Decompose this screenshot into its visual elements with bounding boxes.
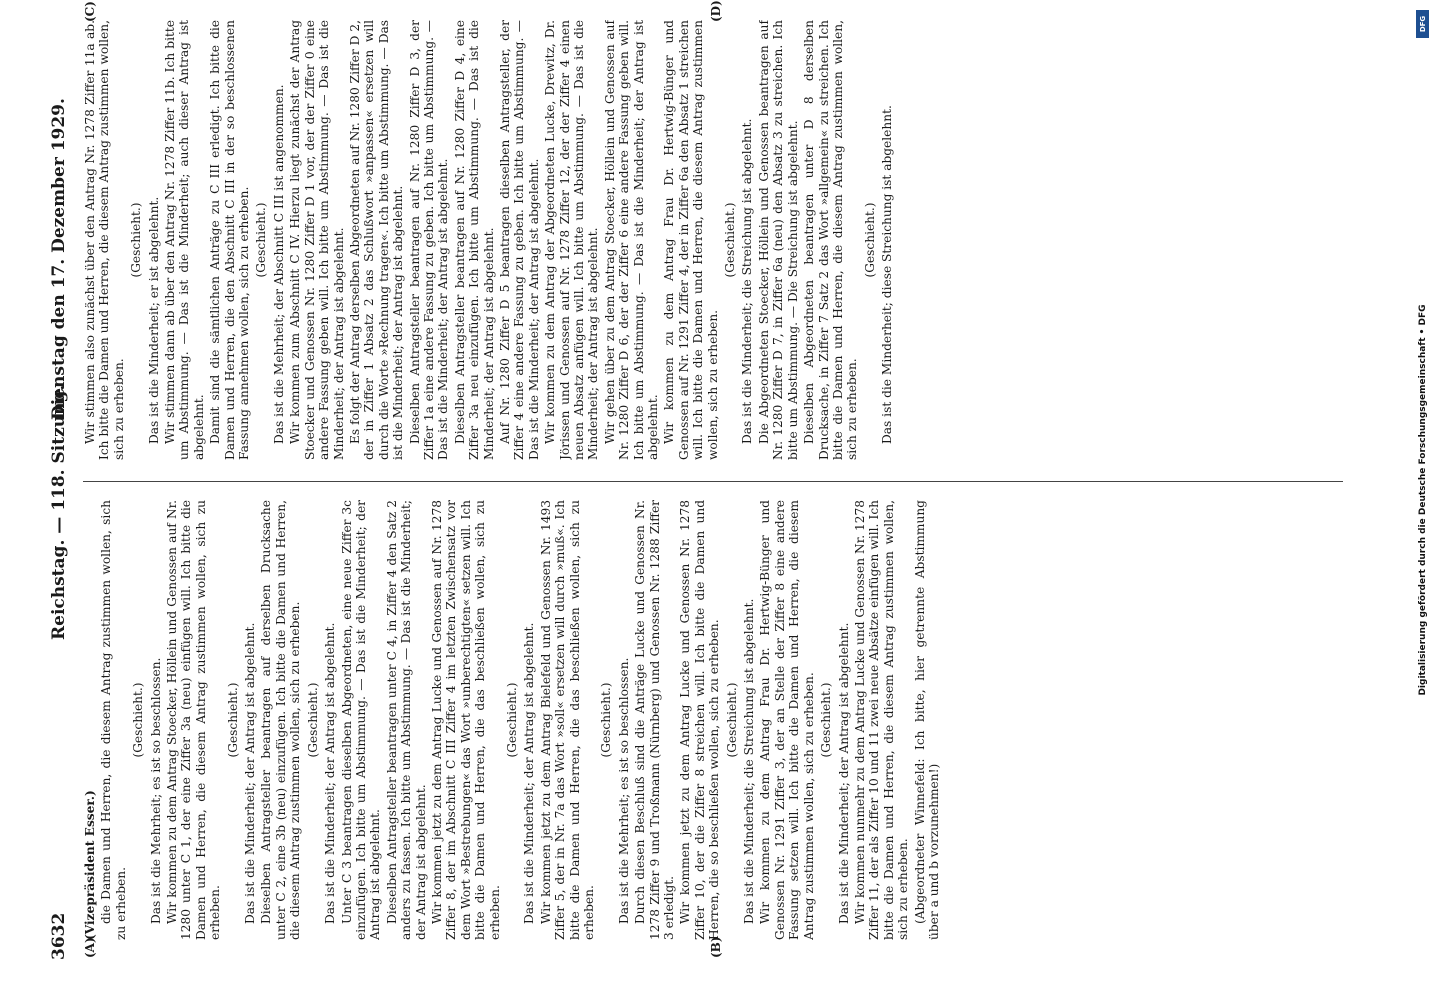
paragraph: Wir kommen nunmehr zu dem Antrag Lucke und Genossen Nr. 1278 Ziffer 11, der als Ziffer 10 und 11 zwei neue Absätze einfügen will. Ich bitte die Damen und Herren, die diesem Antrag zustimmen wollen, sich zu erheben. [852,500,911,940]
stage-direction: (Geschieht.) [305,682,320,758]
paragraph: Das ist die Mehrheit; es ist so beschlossen. [616,657,631,924]
page-number: 3632 [49,912,69,960]
column-divider [83,481,1343,482]
paragraph: Wir kommen jetzt zu dem Antrag Lucke und Genossen auf Nr. 1278 Ziffer 8, der im Abschnitt C III Ziffer 4 im letzten Zwischensatz vor dem Wort »Bestrebungen« das Wort »unberechtigten« setzen will. Ich bitte die Damen und Herren, die das beschließen wollen, sich zu erheben. [429,500,502,940]
paragraph: Durch diesen Beschluß sind die Anträge Lucke und Genossen Nr. 1278 Ziffer 9 und Troßmann (Nürnberg) und Genossen Nr. 1288 Ziffer 3 erledigt. [633,500,677,940]
page-header [49,0,75,960]
stage-direction: (Geschieht.) [129,202,144,278]
stage-direction: (Geschieht.) [254,202,269,278]
paragraph: Das ist die Mehrheit; es ist so beschlossen. [148,657,163,924]
paragraph: Das ist die Minderheit; der Antrag ist abgelehnt. [522,622,537,924]
dfg-sidebar [1412,0,1434,1000]
header-date: Dienstag den 17. Dezember 1929. [49,98,69,420]
left-column [83,500,1353,940]
paragraph: Das ist die Minderheit; diese Streichung ist abgelehnt. [880,105,895,444]
paragraph: Wir stimmen also zunächst über den Antrag Nr. 1278 Ziffer 11a ab. Ich bitte die Damen und Herren, die diesem Antrag zustimmen wollen, sich zu erheben. [83,20,126,460]
paragraph: Dieselben Abgeordneten beantragen unter D 8 derselben Drucksache, in Ziffer 7 Satz 2 das Wort »allgemein« zu streichen. Ich bitte die Damen und Herren, die diesem Antrag zustimmen wollen, sich zu erheben. [802,20,860,460]
paragraph: Wir gehen über zu dem Antrag Stoecker, Höllein und Genossen auf Nr. 1280 Ziffer D 6, der der Ziffer 6 eine andere Fassung geben will. Ich bitte um Abstimmung. — Das ist die Minderheit; der Antrag ist abgelehnt. [602,20,661,460]
paragraph: Wir kommen zu dem Antrag Frau Dr. Hertwig-Bünger und Genossen Nr. 1291 Ziffer 3, der an Stelle der Ziffer 8 eine andere Fassung setzen will. Ich bitte die Damen und Herren, die diesem Antrag zustimmen wollen, sich zu erheben. [758,500,816,940]
stage-direction: (Geschieht.) [723,202,738,278]
margin-marker-b: (B) [709,936,723,958]
header-session: Reichstag. — 118. Sitzung. [49,384,69,640]
paragraph: Wir kommen zu dem Antrag der Abgeordneten Lucke, Drewitz, Dr. Jörissen und Genossen auf Nr. 1278 Ziffer 12, der der Ziffer 4 einen neuen Absatz anfügen will. Ich bitte um Abstimmung. — Das ist die Minderheit; der Antrag ist abgelehnt. [543,20,601,460]
margin-marker-c: (C) [83,1,97,22]
speaker-label: (Vizepräsident Esser.) [83,790,97,940]
funding-note: Digitalisierung gefördert durch die Deutsche Forschungsgemeinschaft • DFG [1418,304,1428,696]
stage-direction: (Geschieht.) [504,682,519,758]
paragraph: Wir kommen jetzt zu dem Antrag Lucke und Genossen Nr. 1278 Ziffer 10, der die Ziffer 8 streichen will. Ich bitte die Damen und Herren, die so beschließen wollen, sich zu erheben. [678,500,722,940]
paragraph: Wir stimmen dann ab über den Antrag Nr. 1278 Ziffer 11b. Ich bitte um Abstimmung. — Das ist die Minderheit; auch dieser Antrag ist abgelehnt. [163,20,206,460]
paragraph: die Damen und Herren, die diesem Antrag zustimmen wollen, sich zu erheben. [99,500,128,940]
paragraph: Unter C 3 beantragen dieselben Abgeordneten, eine neue Ziffer 3c einzufügen. Ich bitte um Abstimmung. — Das ist die Minderheit; der Antrag ist abgelehnt. [339,500,383,940]
document-page [49,0,1373,960]
paragraph: Das ist die Minderheit; der Antrag ist abgelehnt. [323,622,338,924]
stage-direction: (Geschieht.) [724,682,739,758]
stage-direction: (Geschieht.) [225,682,240,758]
stage-direction: (Geschieht.) [862,202,877,278]
paragraph: Damit sind die sämtlichen Anträge zu C III erledigt. Ich bitte die Damen und Herren, die den Abschnitt C III in der so beschlossenen Fassung annehmen wollen, sich zu erheben. [208,20,252,460]
paragraph: Das ist die Mehrheit; der Abschnitt C III ist angenommen. [271,84,286,444]
paragraph: Dieselben Antragsteller beantragen auf derselben Drucksache unter C 2, eine 3b (neu) einzufügen. Ich bitte die Damen und Herren, die diesem Antrag zustimmen wollen, sich zu erheben. [259,500,303,940]
dfg-logo: DFG [1416,10,1429,38]
paragraph: Das ist die Minderheit; die Streichung ist abgelehnt. [740,118,755,444]
paragraph: Wir kommen zu dem Antrag Frau Dr. Hertwig-Bünger und Genossen auf Nr. 1291 Ziffer 4, der in Ziffer 6a den Absatz 1 streichen will. Ich bitte die Damen und Herren, die diesem Antrag zustimmen wollen, sich zu erheben. [662,20,720,460]
paragraph: (Abgeordneter Winnefeld: Ich bitte, hier getrennte Abstimmung über a und b vorzunehmen!) [912,500,941,940]
paragraph: Das ist die Minderheit; der Antrag ist abgelehnt. [243,622,258,924]
margin-marker-a: (A) [83,937,97,958]
paragraph: Das ist die Minderheit; er ist abgelehnt. [146,196,161,444]
paragraph: Wir kommen zum Abschnitt C IV. Hierzu liegt zunächst der Antrag Stoecker und Genossen Nr. 1280 Ziffer D 1 vor, der der Ziffer 0 eine andere Fassung geben will. Ich bitte um Abstimmung. — Das ist die Minderheit; der Antrag ist abgelehnt. [288,20,346,460]
stage-direction: (Geschieht.) [819,682,834,758]
paragraph: Wir kommen zu dem Antrag Stoecker, Höllein und Genossen auf Nr. 1280 unter C 1, der eine Ziffer 3a (neu) einfügen will. Ich bitte die Damen und Herren, die diesem Antrag zustimmen wollen, sich zu erheben. [165,500,223,940]
paragraph: Auf Nr. 1280 Ziffer D 5 beantragen dieselben Antragsteller, der Ziffer 4 eine andere Fassung zu geben. Ich bitte um Abstimmung. — Das ist die Minderheit; der Antrag ist abgelehnt. [497,20,541,460]
paragraph: Dieselben Antragsteller beantragen auf Nr. 1280 Ziffer D 3, der Ziffer 1a eine andere Fassung zu geben. Ich bitte um Abstimmung. — Das ist die Minderheit; der Antrag ist abgelehnt. [407,20,451,460]
paragraph: Das ist die Minderheit; die Streichung ist abgelehnt. [742,598,757,924]
paragraph: Das ist die Minderheit; der Antrag ist abgelehnt. [836,622,851,924]
paragraph: Es folgt der Antrag derselben Abgeordneten auf Nr. 1280 Ziffer D 2, der in Ziffer 1 Absatz 2 das Schlußwort »anpassen« ersetzen will durch die Worte »Rechnung tragen«. Ich bitte um Abstimmung. — Das ist die Minderheit; der Antrag ist abgelehnt. [347,20,406,460]
paragraph: Dieselben Antragsteller beantragen auf Nr. 1280 Ziffer D 4, eine Ziffer 3a neu einzufügen. Ich bitte um Abstimmung. — Das ist die Minderheit; der Antrag ist abgelehnt. [452,20,496,460]
paragraph: Die Abgeordneten Stoecker, Höllein und Genossen beantragen auf Nr. 1280 Ziffer D 7, in Ziffer 6a (neu) den Absatz 3 zu streichen. Ich bitte um Abstimmung. — Die Streichung ist abgelehnt. [756,20,800,460]
stage-direction: (Geschieht.) [131,682,146,758]
margin-marker-d: (D) [709,0,723,22]
stage-direction: (Geschieht.) [599,682,614,758]
right-column [83,20,1353,460]
paragraph: Wir kommen jetzt zu dem Antrag Bielefeld und Genossen Nr. 1493 Ziffer 5, der in Nr. 7a das Wort »soll« ersetzen will durch »muß«. Ich bitte die Damen und Herren, die das beschließen wollen, sich zu erheben. [538,500,596,940]
paragraph: Dieselben Antragsteller beantragen unter C 4, in Ziffer 4 den Satz 2 anders zu fassen. Ich bitte um Abstimmung. — Das ist die Minderheit; der Antrag ist abgelehnt. [384,500,428,940]
